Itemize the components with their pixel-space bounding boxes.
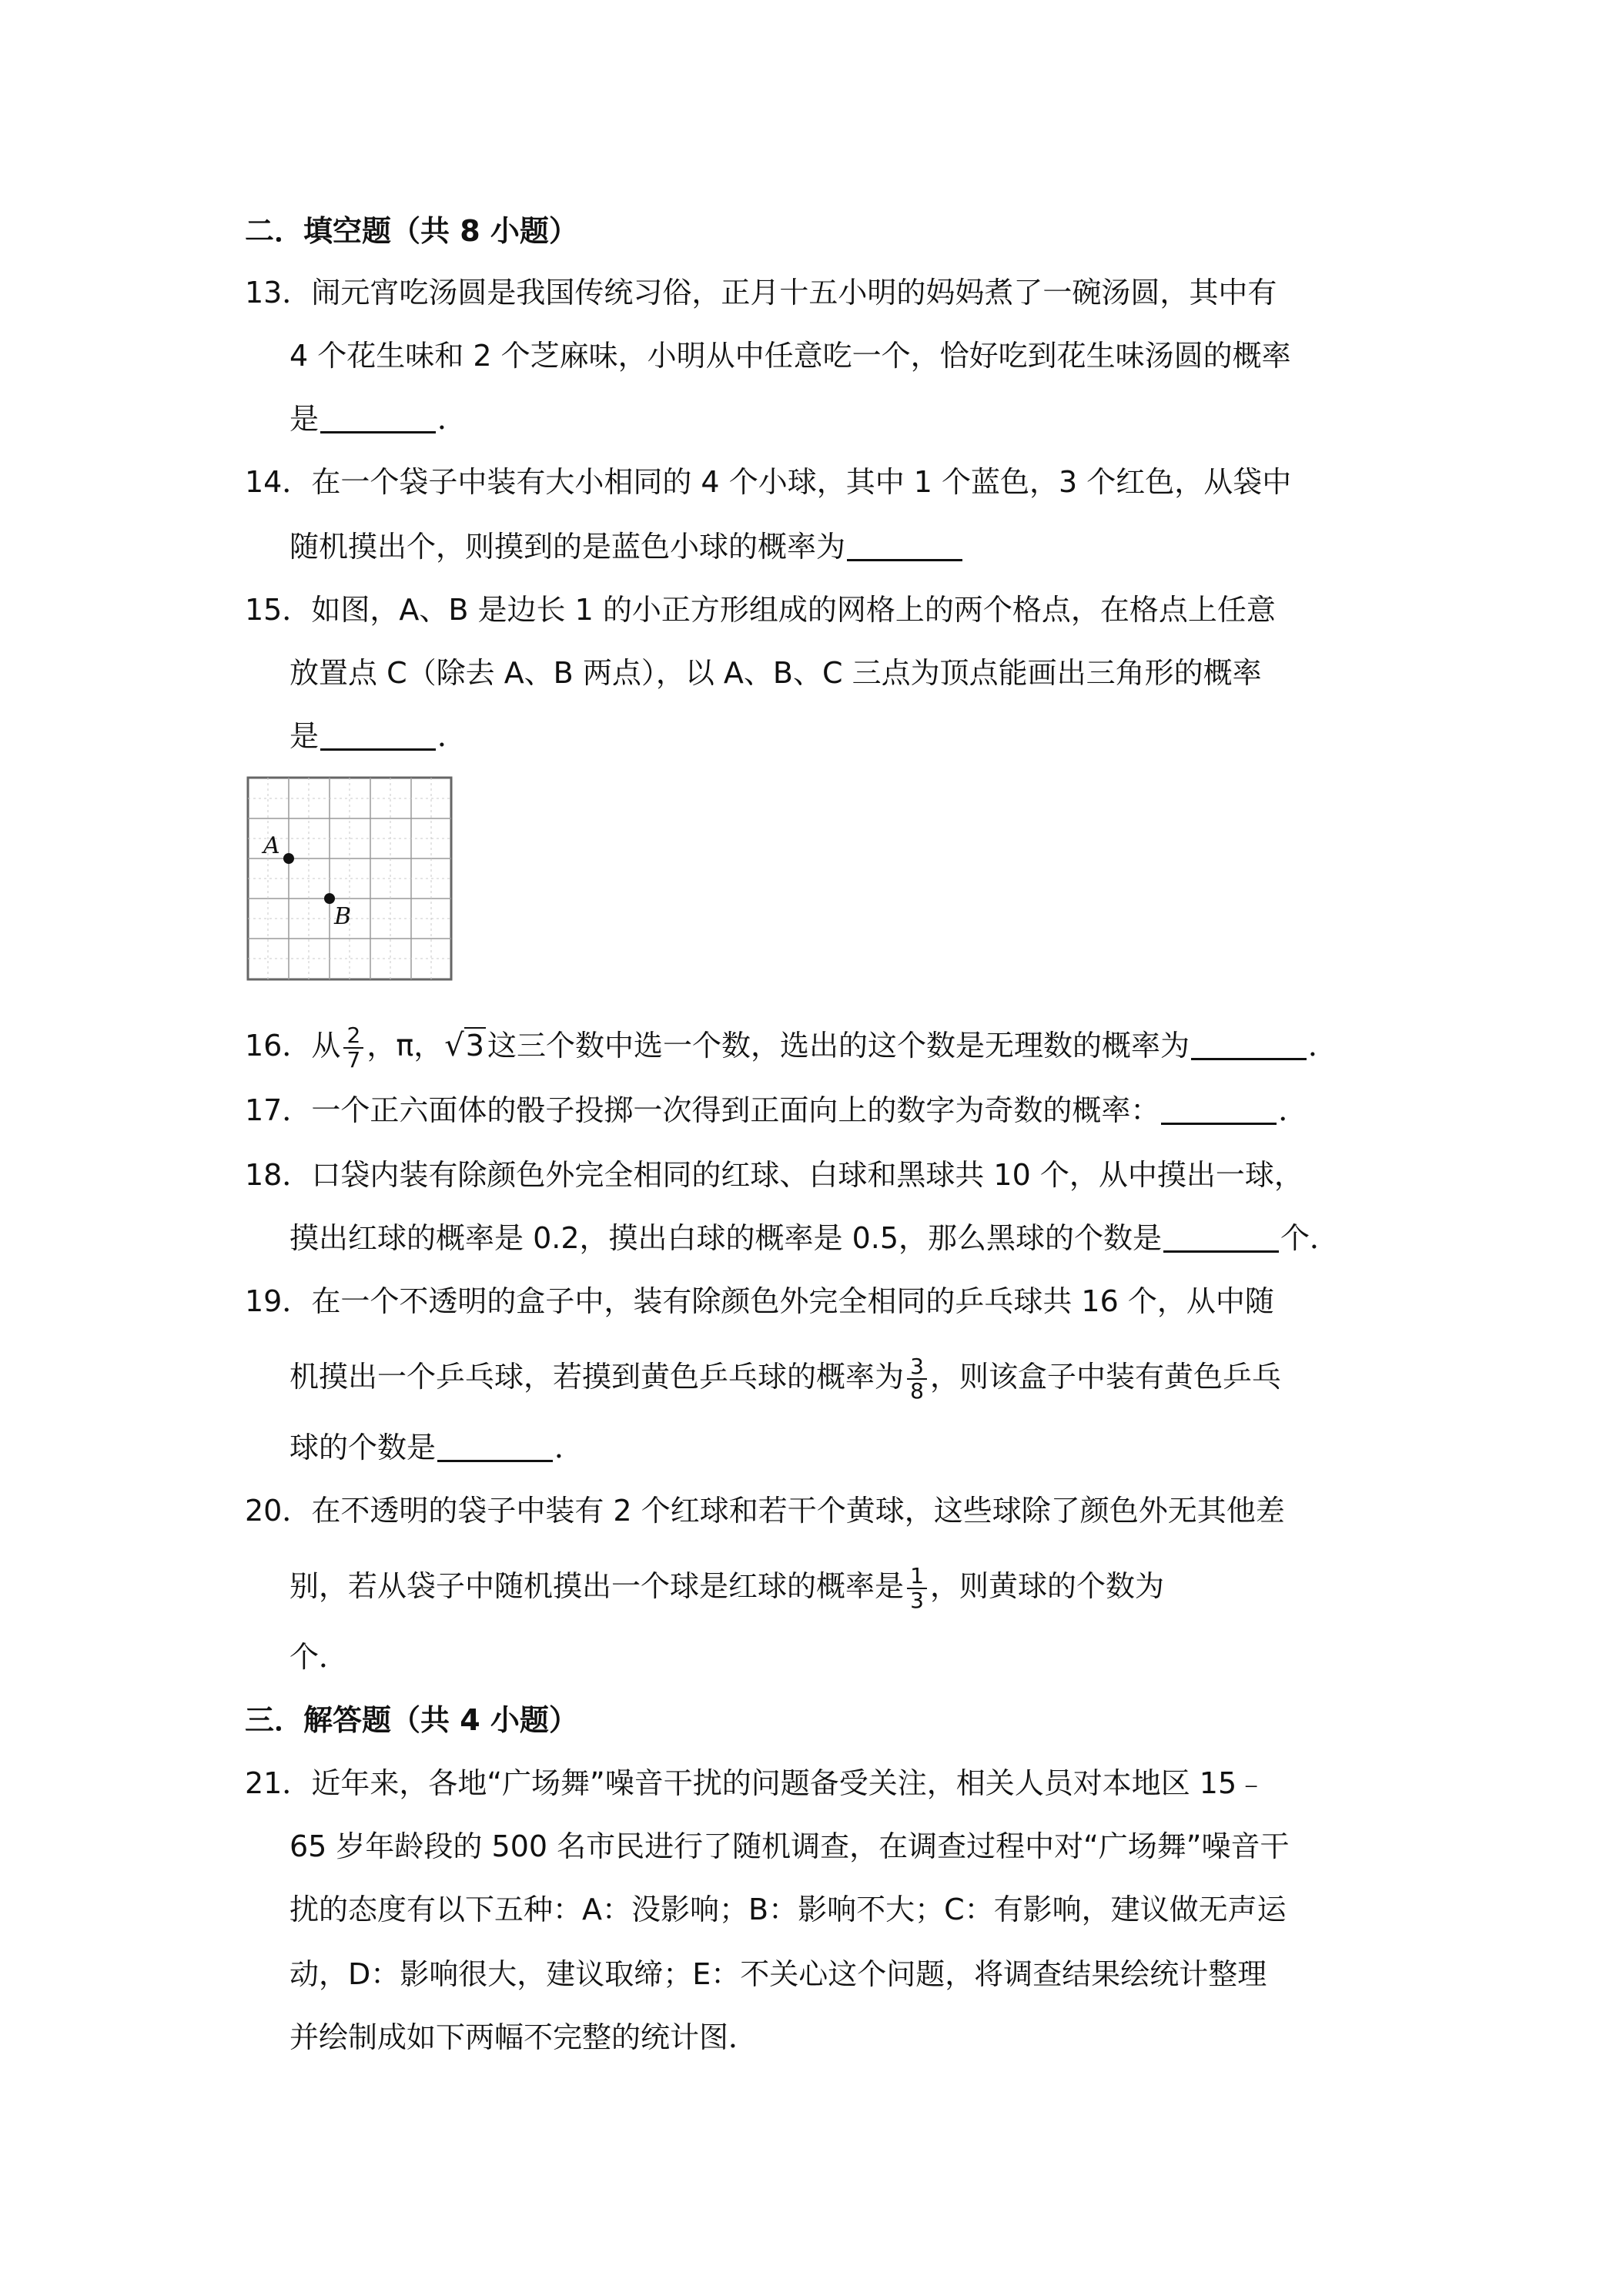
square-root [444,1015,486,1076]
q19-line-3 [289,1426,584,1469]
fraction [907,1355,927,1403]
q15-line-3 [289,715,467,758]
q20-line-3: 个． [289,1640,349,1674]
q19-line-2 [289,1346,1281,1407]
radicand: 3 [465,1029,484,1063]
q13-end: ． [437,402,467,436]
q19-end: ． [554,1431,584,1464]
q15-line-2: 放置点 C（除去 A、B 两点），以 A、B、C 三点为顶点能画出三角形的概率 [289,656,1262,690]
q19-text-post: ，则该盒子中装有黄色乒乓 [930,1360,1282,1394]
q13-line-3 [289,397,467,440]
q15-end: ． [437,719,467,753]
q17-end: ． [1278,1093,1308,1127]
q21-line-4: 动，D：影响很大，建议取缔；E：不关心这个问题，将调查结果绘统计整理 [289,1957,1267,1991]
q14-line-1: 14．在一个袋子中装有大小相同的 4 个小球，其中 1 个蓝色，3 个红色，从袋中 [245,465,1292,499]
answer-blank [847,528,962,561]
q18-text: 摸出红球的概率是 0.2，摸出白球的概率是 0.5，那么黑球的个数是 [289,1221,1163,1255]
q17-text: 17．一个正六面体的骰子投掷一次得到正面向上的数字为奇数的概率： [245,1093,1160,1127]
fraction [343,1024,363,1072]
answer-blank [320,400,436,433]
grid-figure [245,775,454,982]
fraction-denominator: 8 [910,1377,924,1404]
answer-blank [1163,1220,1279,1253]
q20-line-2 [289,1555,1164,1617]
q21-line-3: 扰的态度有以下五种：A：没影响；B：影响不大；C：有影响，建议做无声运 [289,1893,1287,1926]
q19-text: 球的个数是 [289,1431,437,1464]
q16-separator: ，π， [366,1029,443,1063]
q18-end: 个． [1280,1221,1340,1255]
q16-text-post: 这三个数中选一个数，选出的这个数是无理数的概率为 [487,1029,1190,1063]
radical-sign: √ [444,1028,464,1063]
q14-line-2 [289,525,964,568]
q17-line [245,1089,1307,1132]
q20-text-pre: 别，若从袋子中随机摸出一个球是红球的概率是 [289,1569,905,1603]
q20-line-1: 20．在不透明的袋子中装有 2 个红球和若干个黄球，这些球除了颜色外无其他差 [245,1494,1285,1528]
fraction-denominator: 7 [346,1046,361,1073]
answer-blank [437,1429,553,1462]
q21-line-1: 21．近年来，各地“广场舞”噪音干扰的问题备受关注，相关人员对本地区 15﹣ [245,1766,1267,1800]
q18-line-2 [289,1217,1339,1260]
section-2-heading: 二．填空题（共 8 小题） [245,214,578,248]
answer-blank [320,718,436,751]
point-a [283,853,294,864]
q20-text-post: ，则黄球的个数为 [930,1569,1165,1603]
q15-text: 是 [289,719,320,753]
q16-text-pre: 16．从 [245,1029,341,1063]
fraction-numerator: 3 [910,1353,924,1379]
q19-text-pre: 机摸出一个乒乓球，若摸到黄色乒乓球的概率为 [289,1360,905,1394]
fraction [907,1562,927,1613]
answer-blank [1161,1092,1277,1125]
q18-line-1: 18．口袋内装有除颜色外完全相同的红球、白球和黑球共 10 个，从中摸出一球， [245,1158,1303,1192]
point-a-label: A [263,832,280,859]
q15-line-1: 15．如图，A、B 是边长 1 的小正方形组成的网格上的两个格点，在格点上任意 [245,593,1276,627]
q13-line-2: 4 个花生味和 2 个芝麻味，小明从中任意吃一个，恰好吃到花生味汤圆的概率 [289,339,1291,373]
q16-end: ． [1307,1029,1337,1063]
point-b [324,893,335,904]
q19-line-1: 19．在一个不透明的盒子中，装有除颜色外完全相同的乒乓球共 16 个，从中随 [245,1284,1274,1318]
fraction-numerator: 2 [346,1022,361,1048]
q13-line-1: 13．闹元宵吃汤圆是我国传统习俗，正月十五小明的妈妈煮了一碗汤圆，其中有 [245,276,1277,310]
answer-blank [1191,1027,1307,1060]
q16-line [245,1015,1337,1076]
point-b-label: B [334,903,352,930]
q21-line-2: 65 岁年龄段的 500 名市民进行了随机调查，在调查过程中对“广场舞”噪音干 [289,1829,1290,1863]
fraction-numerator: 1 [910,1562,924,1588]
fraction-denominator: 3 [910,1587,924,1613]
q14-text: 随机摸出个，则摸到的是蓝色小球的概率为 [289,530,846,564]
q13-text: 是 [289,402,320,436]
section-3-heading: 三．解答题（共 4 小题） [245,1703,578,1737]
q21-line-5: 并绘制成如下两幅不完整的统计图． [289,2020,758,2054]
